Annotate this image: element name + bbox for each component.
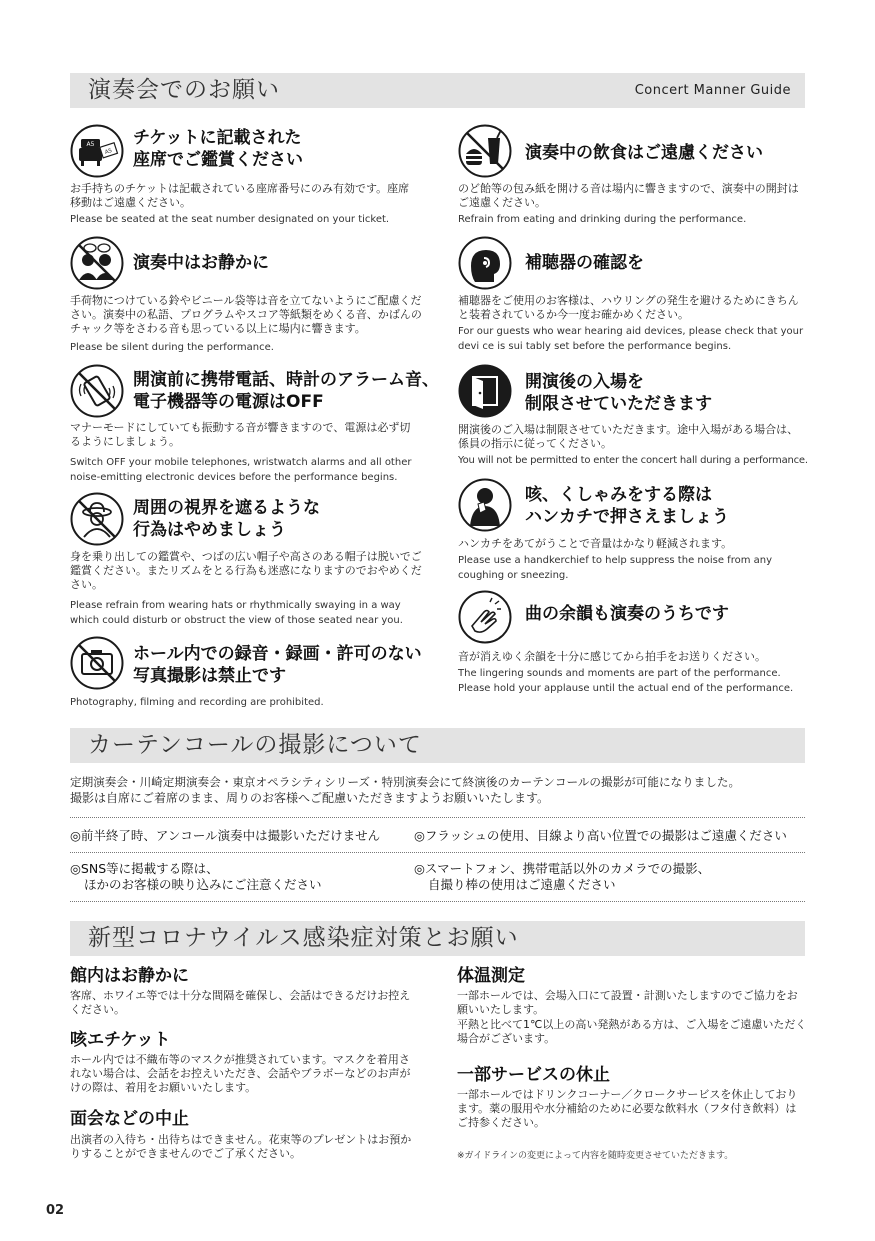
page-number: 02: [46, 1203, 65, 1218]
item-heading: 演奏中はお静かに: [133, 253, 269, 273]
covid-body: 客席、ホワイエ等では十分な間隔を確保し、会話はできるだけお控えください。: [70, 989, 411, 1016]
section-title: カーテンコールの撮影について: [88, 732, 422, 758]
curtain-note-cont: 自撮り棒の使用はご遠慮ください: [428, 877, 616, 892]
section-banner-manner: [70, 73, 805, 108]
curtain-note: ◎スマートフォン、携帯電話以外のカメラでの撮影、: [414, 861, 711, 876]
covid-heading: 体温測定: [457, 966, 525, 986]
item-heading: チケットに記載された: [133, 128, 302, 148]
ticket-seat-icon: [70, 124, 124, 178]
ticket-icon-text: A5: [86, 141, 95, 148]
section-banner-covid: [70, 921, 805, 956]
item-jp-text: 音が消えゆく余韻を十分に感じてから拍手をお送りください。: [458, 650, 766, 663]
covid-heading: 面会などの中止: [70, 1109, 189, 1129]
covid-body: 出演者の入待ち・出待ちはできません。花束等のプレゼントはお預かりすることができませんのでご了承ください。: [70, 1133, 412, 1160]
item-heading-2: 電子機器等の電源はOFF: [133, 392, 324, 412]
item-en-text: Please refrain from wearing hats or rhythmically swaying in a way which could disturb or obstruct the view of those seated near you.: [70, 600, 403, 626]
curtain-paragraph-2: 撮影は自席にご着席のまま、周りのお客様へご配慮いただきますようお願いいたします。: [70, 791, 550, 805]
ticket-icon-text-2: A5: [104, 147, 114, 156]
item-jp-text: お手持ちのチケットは記載されている座席番号にのみ有効です。座席移動はご遠慮ください。: [70, 182, 410, 209]
item-heading-2: 行為はやめましょう: [133, 520, 286, 540]
item-en-text: For our guests who wear hearing aid devices, please check that your devi ce is sui tably set before the performance begins.: [458, 326, 804, 352]
item-heading: 周囲の視界を遮るような: [133, 498, 320, 518]
item-jp-text: 開演後のご入場は制限させていただきます。途中入場がある場合は、係員の指示に従ってください。: [458, 423, 799, 450]
section-title: 新型コロナウイルス感染症対策とお願い: [88, 925, 519, 951]
item-en-text: Refrain from eating and drinking during the performance.: [458, 214, 747, 225]
divider: [70, 852, 805, 853]
item-heading: ホール内での録音・録画・許可のない: [133, 644, 422, 664]
curtain-note: ◎SNS等に掲載する際は、: [70, 861, 219, 876]
item-heading: 曲の余韻も演奏のうちです: [525, 604, 729, 624]
item-jp-text: のど飴等の包み紙を開ける音は場内に響きますので、演奏中の開封はご遠慮ください。: [458, 182, 799, 209]
covid-body: 一部ホールではドリンクコーナー／クロークサービスを休止しております。薬の服用や水分補給のために必要な飲料水（フタ付き飲料）はご持参ください。: [457, 1088, 798, 1129]
curtain-paragraph: 定期演奏会・川崎定期演奏会・東京オペラシティシリーズ・特別演奏会にて終演後のカーテンコールの撮影が可能になりました。: [70, 775, 741, 789]
covid-body: ホール内では不織布等のマスクが推奨されています。マスクを着用されない場合は、会話をお控えいただき、会話やブラボーなどのお声がけの際は、着用をお願いいたします。: [70, 1053, 411, 1094]
no-hat-icon: [70, 492, 124, 546]
item-heading: 開演後の入場を: [525, 372, 644, 392]
curtain-note: ◎前半終了時、アンコール演奏中は撮影いただけません: [70, 828, 381, 843]
curtain-note: ◎フラッシュの使用、目線より高い位置での撮影はご遠慮ください: [414, 828, 787, 843]
door-icon: [458, 364, 512, 418]
covid-heading: 咳エチケット: [70, 1030, 171, 1050]
section-banner-curtain: [70, 728, 805, 763]
item-heading-2: 座席でご鑑賞ください: [133, 150, 303, 170]
item-heading: 演奏中の飲食はご遠慮ください: [525, 143, 763, 163]
section-subtitle: Concert Manner Guide: [634, 83, 791, 98]
item-en-text: Please be silent during the performance.: [70, 342, 274, 353]
item-heading-2: ハンカチで押さえましょう: [525, 507, 729, 527]
hearing-aid-icon: [458, 236, 512, 290]
no-talking-icon: [70, 236, 124, 290]
footnote: ※ガイドラインの変更によって内容を随時変更させていただきます。: [457, 1151, 734, 1161]
item-en-text: The lingering sounds and moments are part of the performance. Please hold your applause until the actual end of the performance.: [458, 668, 794, 694]
item-jp-text: マナーモードにしていても振動する音が響きますので、電源は必ず切るようにしましょう。: [70, 421, 411, 448]
no-phone-icon: [70, 364, 124, 418]
item-jp-text: 手荷物につけている鈴やビニール袋等は音を立てないようにご配慮ください。演奏中の私語、プログラムやスコア等紙類をめくる音、かばんのチャック等をさわる音も思っている以上に場内に響きます。: [70, 294, 422, 335]
covid-heading: 一部サービスの休止: [457, 1065, 610, 1085]
item-heading: 補聴器の確認を: [525, 253, 644, 273]
divider: [70, 901, 805, 902]
no-camera-icon: [70, 636, 124, 690]
item-heading: 開演前に携帯電話、時計のアラーム音、: [133, 370, 439, 390]
covid-body: 一部ホールでは、会場入口にて設置・計測いたしますのでご協力をお願いいたします。: [457, 989, 798, 1016]
item-heading: 咳、くしゃみをする際は: [525, 485, 712, 505]
item-en-text: Please use a handkerchief to help suppress the noise from any coughing or sneezing.: [458, 555, 773, 581]
no-food-icon: [458, 124, 512, 178]
section-title: 演奏会でのお願い: [88, 77, 280, 103]
item-jp-text: 補聴器をご使用のお客様は、ハウリングの発生を避けるためにきちんと装着されているか今一度お確かめください。: [458, 294, 799, 321]
item-en-text: Switch OFF your mobile telephones, wristwatch alarms and all other noise-emitting electronic devices before the performance begins.: [70, 457, 412, 483]
item-heading-2: 写真撮影は禁止です: [133, 666, 286, 686]
curtain-note-cont: ほかのお客様の映り込みにご注意ください: [84, 877, 322, 892]
item-en-text: Please be seated at the seat number designated on your ticket.: [70, 214, 390, 225]
handkerchief-icon: [458, 478, 512, 532]
item-jp-text: 身を乗り出しての鑑賞や、つばの広い帽子や高さのある帽子は脱いでご鑑賞ください。またリズムをとる行為も迷惑になりますのでおやめください。: [70, 550, 422, 591]
covid-body-2: 平熱と比べて1℃以上の高い発熱がある方は、ご入場をご遠慮いただく場合がございます。: [457, 1018, 807, 1045]
item-jp-text: ハンカチをあてがうことで音量はかなり軽減されます。: [458, 537, 733, 550]
item-en-text: Photography, filming and recording are prohibited.: [70, 697, 324, 708]
divider: [70, 817, 805, 818]
item-heading-2: 制限させていただきます: [525, 394, 712, 414]
covid-heading: 館内はお静かに: [70, 966, 189, 986]
item-en-text: You will not be permitted to enter the concert hall during a performance.: [458, 455, 808, 466]
applause-icon: [458, 590, 512, 644]
